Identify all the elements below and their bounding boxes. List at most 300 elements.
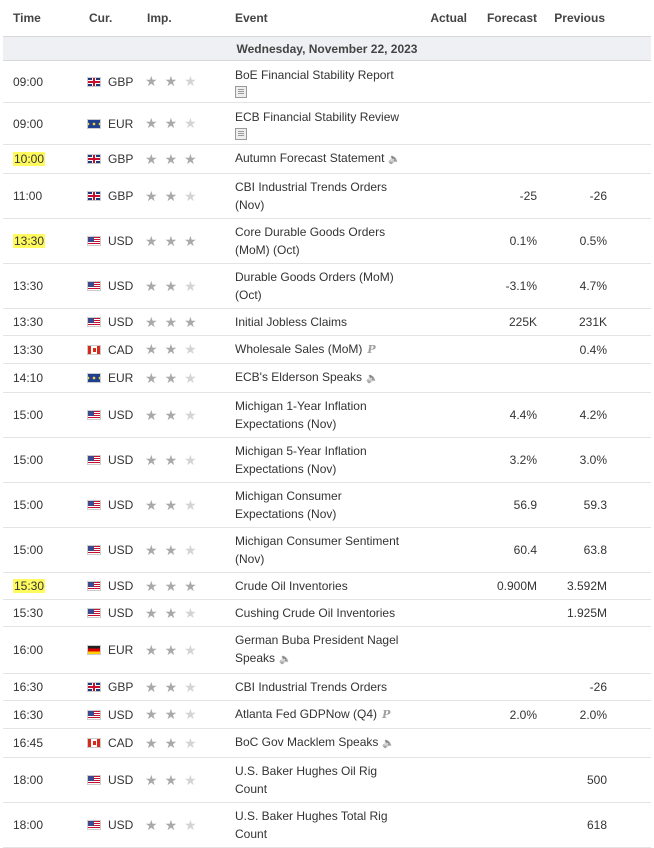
event-actual: [413, 483, 467, 528]
event-cell[interactable]: [227, 309, 413, 336]
event-time-cell: [3, 729, 75, 758]
table-row[interactable]: [3, 528, 651, 573]
event-time-cell: [3, 528, 75, 573]
event-actual: [413, 573, 467, 600]
event-forecast: [467, 627, 545, 674]
flag-gb-icon: [87, 682, 101, 692]
event-forecast: -25: [467, 174, 545, 219]
flag-us-icon: [87, 775, 101, 785]
star-icon: ★: [164, 451, 178, 468]
flag-us-icon: [87, 317, 101, 327]
event-actual: [413, 103, 467, 145]
event-time: 10:00: [14, 152, 45, 166]
table-row[interactable]: [3, 219, 651, 264]
event-link[interactable]: Michigan Consumer Expectations (Nov): [235, 489, 342, 521]
star-icon: ★: [145, 115, 158, 131]
event-cell[interactable]: [227, 103, 413, 145]
event-time: 16:30: [13, 707, 44, 722]
event-time-cell: [3, 393, 75, 438]
star-icon: ★: [145, 678, 158, 695]
star-icon: ★: [145, 150, 158, 167]
importance-rating: [139, 336, 227, 364]
speaker-icon: 🔈: [279, 654, 292, 665]
event-time: 15:00: [13, 543, 44, 557]
header-time[interactable]: Time: [3, 0, 75, 37]
importance-rating: [139, 61, 227, 103]
flag-us-icon: [87, 455, 101, 465]
event-currency-cell: [75, 61, 139, 103]
table-row[interactable]: [3, 600, 651, 627]
star-icon: ★: [184, 341, 197, 357]
event-link[interactable]: Autumn Forecast Statement: [235, 151, 385, 165]
event-previous: -26: [545, 674, 651, 701]
star-icon: ★: [164, 706, 178, 722]
event-link[interactable]: BoE Financial Stability Report: [235, 67, 394, 82]
header-event[interactable]: Event: [227, 0, 413, 37]
importance-rating: [139, 528, 227, 573]
star-icon: ★: [184, 541, 197, 558]
star-icon: ★: [145, 451, 158, 468]
economic-calendar: [3, 0, 651, 848]
star-icon: ★: [184, 73, 197, 89]
event-time: 16:30: [13, 680, 44, 694]
table-row[interactable]: [3, 264, 651, 309]
importance-rating: [139, 264, 227, 309]
event-time: 13:30: [14, 234, 45, 248]
star-icon: ★: [184, 496, 197, 513]
star-icon: ★: [184, 678, 197, 695]
event-forecast: [467, 61, 545, 103]
event-currency-cell: [75, 219, 139, 264]
star-icon: ★: [164, 115, 178, 131]
event-previous: 4.2%: [545, 393, 651, 438]
star-icon: ★: [164, 406, 178, 423]
importance-rating: [139, 438, 227, 483]
event-time: 18:00: [13, 818, 44, 832]
event-previous: 63.8: [545, 528, 651, 573]
event-link[interactable]: CBI Industrial Trends Orders (Nov): [235, 180, 388, 212]
event-time: 16:45: [13, 736, 44, 750]
event-forecast: [467, 145, 545, 174]
star-icon: ★: [184, 150, 197, 167]
event-currency-cell: [75, 701, 139, 729]
event-currency-cell: [75, 729, 139, 758]
event-currency: USD: [108, 453, 134, 467]
star-icon: ★: [145, 771, 158, 788]
event-cell[interactable]: [227, 803, 413, 848]
event-time: 14:10: [13, 371, 44, 385]
event-cell[interactable]: [227, 674, 413, 701]
star-icon: ★: [184, 706, 197, 722]
star-icon: ★: [184, 115, 197, 131]
event-forecast: 0.1%: [467, 219, 545, 264]
star-icon: ★: [164, 678, 178, 695]
table-row[interactable]: [3, 627, 651, 674]
star-icon: ★: [164, 187, 178, 204]
event-previous: 0.4%: [545, 336, 651, 364]
event-time-cell: [3, 364, 75, 393]
event-currency: GBP: [108, 74, 134, 89]
importance-rating: [139, 627, 227, 674]
flag-us-icon: [87, 710, 101, 720]
star-icon: ★: [164, 73, 178, 89]
calendar-table: [3, 0, 651, 848]
event-currency-cell: [75, 145, 139, 174]
event-forecast: [467, 803, 545, 848]
event-previous: 59.3: [545, 483, 651, 528]
event-cell[interactable]: [227, 438, 413, 483]
table-row[interactable]: [3, 729, 651, 758]
event-link[interactable]: Michigan 5-Year Inflation Expectations (Nov): [235, 444, 367, 476]
star-icon: ★: [184, 641, 197, 658]
event-time: 09:00: [13, 74, 44, 89]
event-time: 13:30: [13, 315, 44, 329]
table-row[interactable]: [3, 803, 651, 848]
flag-ca-icon: [87, 345, 101, 355]
flag-de-icon: [87, 645, 101, 655]
event-cell[interactable]: [227, 61, 413, 103]
event-actual: [413, 729, 467, 758]
star-icon: ★: [164, 734, 178, 751]
event-cell[interactable]: [227, 483, 413, 528]
star-icon: ★: [145, 641, 158, 658]
event-currency-cell: [75, 483, 139, 528]
header-previous[interactable]: Previous: [545, 0, 651, 37]
table-row[interactable]: [3, 701, 651, 729]
importance-rating: [139, 393, 227, 438]
document-icon[interactable]: [235, 128, 247, 140]
event-link[interactable]: Durable Goods Orders (MoM) (Oct): [235, 270, 394, 302]
event-currency-cell: [75, 438, 139, 483]
event-time-cell: [3, 174, 75, 219]
event-link[interactable]: U.S. Baker Hughes Oil Rig Count: [235, 764, 378, 796]
star-icon: ★: [184, 734, 197, 751]
event-time-cell: [3, 309, 75, 336]
star-icon: ★: [145, 277, 158, 294]
event-currency: USD: [108, 543, 134, 557]
event-time-cell: [3, 701, 75, 729]
event-currency: USD: [108, 818, 134, 832]
event-actual: [413, 336, 467, 364]
event-currency-cell: [75, 758, 139, 803]
star-icon: ★: [164, 496, 178, 513]
star-icon: ★: [145, 541, 158, 558]
event-actual: [413, 393, 467, 438]
star-icon: ★: [145, 604, 158, 621]
event-time: 18:00: [13, 773, 44, 787]
event-link[interactable]: BoC Gov Macklem Speaks: [235, 735, 379, 749]
importance-rating: [139, 758, 227, 803]
star-icon: ★: [164, 577, 178, 594]
flag-gb-icon: [87, 191, 101, 201]
event-currency-cell: [75, 573, 139, 600]
table-row[interactable]: [3, 174, 651, 219]
event-currency: USD: [108, 279, 134, 293]
star-icon: ★: [184, 604, 197, 621]
event-link[interactable]: CBI Industrial Trends Orders: [235, 680, 388, 694]
star-icon: ★: [184, 187, 197, 204]
importance-rating: [139, 573, 227, 600]
importance-rating: [139, 174, 227, 219]
star-icon: ★: [145, 369, 158, 386]
event-time: 15:00: [13, 408, 44, 422]
star-icon: ★: [164, 150, 178, 167]
event-forecast: 3.2%: [467, 438, 545, 483]
star-icon: ★: [164, 604, 178, 621]
star-icon: ★: [145, 341, 158, 357]
event-time-cell: [3, 145, 75, 174]
event-currency-cell: [75, 393, 139, 438]
speaker-icon: 🔈: [388, 154, 401, 165]
star-icon: ★: [164, 541, 178, 558]
star-icon: ★: [184, 577, 197, 594]
flag-eu-icon: [87, 373, 101, 383]
event-currency-cell: [75, 336, 139, 364]
event-currency: USD: [108, 606, 134, 620]
event-previous: [545, 103, 651, 145]
table-row[interactable]: [3, 336, 651, 364]
event-currency-cell: [75, 528, 139, 573]
event-cell[interactable]: [227, 393, 413, 438]
flag-us-icon: [87, 500, 101, 510]
preliminary-icon: P: [367, 343, 376, 356]
event-link[interactable]: Initial Jobless Claims: [235, 315, 348, 329]
event-actual: [413, 528, 467, 573]
event-cell[interactable]: [227, 145, 413, 174]
table-row[interactable]: [3, 364, 651, 393]
importance-rating: [139, 219, 227, 264]
event-previous: [545, 627, 651, 674]
event-currency-cell: [75, 803, 139, 848]
event-actual: [413, 364, 467, 393]
event-cell[interactable]: [227, 600, 413, 627]
event-currency-cell: [75, 264, 139, 309]
event-link[interactable]: U.S. Baker Hughes Total Rig Count: [235, 809, 388, 841]
table-row[interactable]: [3, 61, 651, 103]
flag-gb-icon: [87, 154, 101, 164]
event-forecast: 60.4: [467, 528, 545, 573]
flag-us-icon: [87, 820, 101, 830]
date-label: Wednesday, November 22, 2023: [3, 37, 651, 61]
event-forecast: [467, 600, 545, 627]
event-previous: [545, 364, 651, 393]
event-currency: USD: [108, 579, 134, 593]
event-time: 15:30: [14, 579, 45, 593]
event-currency: USD: [108, 773, 134, 787]
event-actual: [413, 438, 467, 483]
table-row[interactable]: [3, 393, 651, 438]
event-time: 16:00: [13, 643, 44, 657]
event-currency-cell: [75, 174, 139, 219]
event-link[interactable]: Cushing Crude Oil Inventories: [235, 606, 396, 620]
star-icon: ★: [145, 816, 158, 833]
event-previous: 3.592M: [545, 573, 651, 600]
event-link[interactable]: Crude Oil Inventories: [235, 579, 348, 593]
preliminary-icon: P: [382, 708, 391, 721]
event-currency: GBP: [108, 189, 134, 203]
event-currency: GBP: [108, 152, 134, 166]
event-forecast: [467, 758, 545, 803]
event-actual: [413, 674, 467, 701]
speaker-icon: 🔈: [366, 373, 379, 384]
header-currency[interactable]: Cur.: [75, 0, 139, 37]
event-cell[interactable]: [227, 528, 413, 573]
event-forecast: 2.0%: [467, 701, 545, 729]
event-link[interactable]: Wholesale Sales (MoM): [235, 342, 363, 356]
event-cell[interactable]: [227, 264, 413, 309]
event-time: 15:00: [13, 498, 44, 512]
event-time: 09:00: [13, 116, 44, 131]
event-actual: [413, 264, 467, 309]
table-header: [3, 0, 651, 37]
star-icon: ★: [164, 641, 178, 658]
event-forecast: [467, 729, 545, 758]
star-icon: ★: [145, 232, 158, 249]
table-row[interactable]: [3, 483, 651, 528]
event-currency: EUR: [108, 371, 134, 385]
flag-us-icon: [87, 545, 101, 555]
event-forecast: [467, 103, 545, 145]
event-cell[interactable]: [227, 336, 413, 364]
event-time-cell: [3, 674, 75, 701]
event-currency-cell: [75, 600, 139, 627]
table-row[interactable]: [3, 758, 651, 803]
star-icon: ★: [184, 313, 197, 330]
date-row: [3, 37, 651, 61]
star-icon: ★: [184, 406, 197, 423]
event-time-cell: [3, 103, 75, 145]
event-time: 13:30: [13, 342, 44, 357]
importance-rating: [139, 483, 227, 528]
event-time-cell: [3, 219, 75, 264]
star-icon: ★: [164, 816, 178, 833]
event-actual: [413, 309, 467, 336]
table-row[interactable]: [3, 309, 651, 336]
table-row[interactable]: [3, 438, 651, 483]
star-icon: ★: [145, 313, 158, 330]
event-cell[interactable]: [227, 627, 413, 674]
event-currency: USD: [108, 408, 134, 422]
table-row[interactable]: [3, 145, 651, 174]
event-actual: [413, 145, 467, 174]
importance-rating: [139, 729, 227, 758]
event-forecast: [467, 364, 545, 393]
event-rows: [3, 61, 651, 848]
event-previous: 4.7%: [545, 264, 651, 309]
event-forecast: [467, 674, 545, 701]
event-link[interactable]: Atlanta Fed GDPNow (Q4): [235, 707, 378, 721]
event-time-cell: [3, 803, 75, 848]
table-row[interactable]: [3, 573, 651, 600]
star-icon: ★: [184, 232, 197, 249]
flag-us-icon: [87, 581, 101, 591]
event-forecast: 4.4%: [467, 393, 545, 438]
document-icon[interactable]: [235, 86, 247, 98]
event-previous: 2.0%: [545, 701, 651, 729]
event-currency: USD: [108, 707, 134, 722]
event-currency: CAD: [108, 736, 134, 750]
event-currency: CAD: [108, 342, 134, 357]
star-icon: ★: [184, 369, 197, 386]
importance-rating: [139, 701, 227, 729]
star-icon: ★: [184, 277, 197, 294]
header-actual[interactable]: Actual: [413, 0, 467, 37]
star-icon: ★: [145, 73, 158, 89]
flag-us-icon: [87, 410, 101, 420]
event-currency-cell: [75, 674, 139, 701]
flag-ca-icon: [87, 738, 101, 748]
event-actual: [413, 600, 467, 627]
event-currency: EUR: [108, 116, 134, 131]
event-forecast: -3.1%: [467, 264, 545, 309]
event-time-cell: [3, 573, 75, 600]
event-time: 15:30: [13, 606, 44, 620]
star-icon: ★: [164, 341, 178, 357]
event-previous: -26: [545, 174, 651, 219]
event-previous: 3.0%: [545, 438, 651, 483]
event-time-cell: [3, 758, 75, 803]
event-cell[interactable]: [227, 219, 413, 264]
event-time: 13:30: [13, 279, 44, 293]
event-currency-cell: [75, 627, 139, 674]
event-link[interactable]: Michigan Consumer Sentiment (Nov): [235, 534, 400, 566]
event-currency: USD: [108, 315, 134, 329]
event-link[interactable]: ECB Financial Stability Review: [235, 109, 400, 124]
importance-rating: [139, 103, 227, 145]
event-time: 11:00: [13, 189, 43, 203]
event-link[interactable]: ECB's Elderson Speaks: [235, 370, 363, 384]
header-forecast[interactable]: Forecast: [467, 0, 545, 37]
event-link[interactable]: Michigan 1-Year Inflation Expectations (Nov): [235, 399, 367, 431]
event-previous: 500: [545, 758, 651, 803]
flag-eu-icon: [87, 119, 101, 129]
event-time-cell: [3, 61, 75, 103]
importance-rating: [139, 145, 227, 174]
event-currency: USD: [108, 498, 134, 512]
event-previous: [545, 145, 651, 174]
importance-rating: [139, 364, 227, 393]
event-cell[interactable]: [227, 758, 413, 803]
event-time: 15:00: [13, 453, 44, 467]
event-cell[interactable]: [227, 573, 413, 600]
event-currency-cell: [75, 309, 139, 336]
event-currency: GBP: [108, 680, 134, 694]
event-cell[interactable]: [227, 364, 413, 393]
event-actual: [413, 803, 467, 848]
event-forecast: 225K: [467, 309, 545, 336]
event-link[interactable]: Core Durable Goods Orders (MoM) (Oct): [235, 225, 386, 257]
event-actual: [413, 219, 467, 264]
header-importance[interactable]: Imp.: [139, 0, 227, 37]
event-cell[interactable]: [227, 729, 413, 758]
event-forecast: [467, 336, 545, 364]
importance-rating: [139, 309, 227, 336]
event-cell[interactable]: [227, 701, 413, 729]
event-previous: 0.5%: [545, 219, 651, 264]
flag-us-icon: [87, 281, 101, 291]
importance-rating: [139, 674, 227, 701]
table-row[interactable]: [3, 674, 651, 701]
event-cell[interactable]: [227, 174, 413, 219]
table-row[interactable]: [3, 103, 651, 145]
event-actual: [413, 174, 467, 219]
event-actual: [413, 701, 467, 729]
event-time-cell: [3, 483, 75, 528]
event-link[interactable]: German Buba President Nagel Speaks: [235, 633, 399, 665]
star-icon: ★: [184, 771, 197, 788]
event-previous: 618: [545, 803, 651, 848]
event-time-cell: [3, 336, 75, 364]
